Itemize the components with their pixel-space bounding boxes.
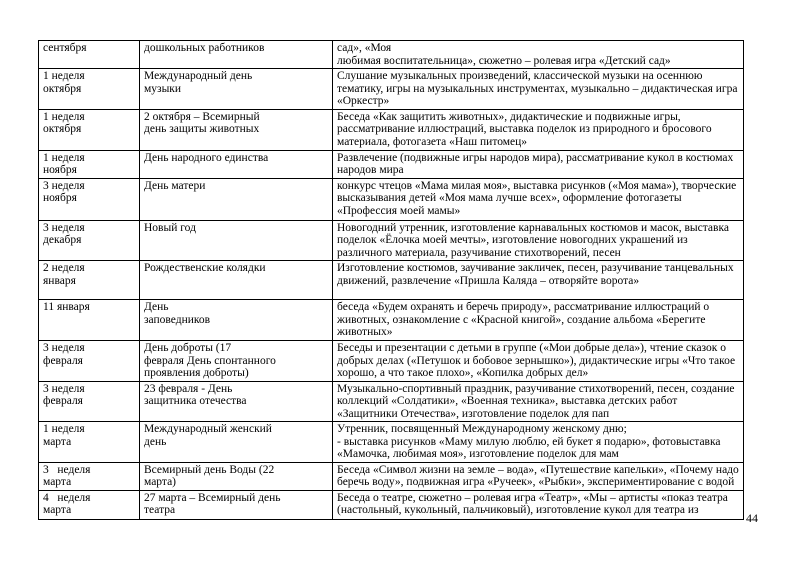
period-cell: 3 неделя декабря: [39, 220, 140, 261]
table-row: [39, 178, 744, 220]
table-row: [39, 150, 744, 178]
period-cell: 11 января: [39, 300, 140, 341]
activities-cell: Беседы и презентации с детьми в группе («Мои добрые дела»), чтение сказок о добрых делах («Петушок и бобовое зернышко»), дидактические игры «Что такое хорошо, а что такое плохо», «Копилка добрых дел»: [333, 341, 744, 382]
table-row: [39, 69, 744, 110]
activities-cell: Изготовление костюмов, заучивание закличек, песен, разучивание танцевальных движений, развлечение «Пришла Каляда – отворяйте ворота»: [333, 261, 744, 300]
table-row: [39, 109, 744, 150]
period-cell: 1 неделя октября: [39, 109, 140, 150]
table-row: [39, 490, 744, 519]
table-row: [39, 462, 744, 490]
activities-cell: Слушание музыкальных произведений, классической музыки на осеннюю тематику, игры на музыкальных инструментах, музыкально – дидактическая игра «Оркестр»: [333, 69, 744, 110]
activities-cell: Новогодний утренник, изготовление карнавальных костюмов и масок, выставка поделок «Ёлочка моей мечты», изготовление новогодних украшений из различного материала, разучивание стихотворений, песен: [333, 220, 744, 261]
event-cell: 27 марта – Всемирный день театра: [140, 490, 333, 519]
activities-cell: Беседа о театре, сюжетно – ролевая игра «Театр», «Мы – артисты «показ театра (настольный, кукольный, пальчиковый), изготовление кукол для театра из: [333, 490, 744, 519]
event-cell: Международный день музыки: [140, 69, 333, 110]
period-cell: 3 неделя ноября: [39, 178, 140, 220]
events-calendar-table: [38, 40, 744, 520]
activities-cell: Развлечение (подвижные игры народов мира), рассматривание кукол в костюмах народов мира: [333, 150, 744, 178]
event-cell: День матери: [140, 178, 333, 220]
activities-cell: Утренник, посвященный Международному женскому дню; - выставка рисунков «Маму милую люблю, ей букет я подарю», фотовыставка «Мамочка, любимая моя», изготовление поделок для мам: [333, 422, 744, 463]
event-cell: Рождественские колядки: [140, 261, 333, 300]
event-cell: 2 октября – Всемирный день защиты животных: [140, 109, 333, 150]
activities-cell: Беседа «Символ жизни на земле – вода», «Путешествие капельки», «Почему надо беречь воду», подвижная игра «Ручеек», «Рыбки», экспериментирование с водой: [333, 462, 744, 490]
activities-cell: Беседа «Как защитить животных», дидактические и подвижные игры, рассматривание иллюстраций, выставка поделок из природного и бросового материала, фотогазета «Наш питомец»: [333, 109, 744, 150]
activities-cell: сад», «Моя любимая воспитательница», сюжетно – ролевая игра «Детский сад»: [333, 41, 744, 69]
table-row: [39, 300, 744, 341]
table-row: [39, 341, 744, 382]
period-cell: 3 неделя марта: [39, 462, 140, 490]
period-cell: 1 неделя ноября: [39, 150, 140, 178]
period-cell: 1 неделя октября: [39, 69, 140, 110]
page-number: 44: [746, 511, 758, 525]
event-cell: 23 февраля - День защитника отечества: [140, 381, 333, 422]
event-cell: Международный женский день: [140, 422, 333, 463]
activities-cell: беседа «Будем охранять и беречь природу», рассматривание иллюстраций о животных, ознакомление с «Красной книгой», создание альбома «Берегите животных»: [333, 300, 744, 341]
activities-cell: конкурс чтецов «Мама милая моя», выставка рисунков («Моя мама»), творческие высказывания детей «Моя мама лучше всех», оформление фотогазеты «Профессия моей мамы»: [333, 178, 744, 220]
table-row: [39, 41, 744, 69]
period-cell: 3 неделя февраля: [39, 381, 140, 422]
period-cell: 4 неделя марта: [39, 490, 140, 519]
period-cell: сентября: [39, 41, 140, 69]
event-cell: Новый год: [140, 220, 333, 261]
period-cell: 1 неделя марта: [39, 422, 140, 463]
event-cell: День доброты (17 февраля День спонтанного проявления доброты): [140, 341, 333, 382]
activities-cell: Музыкально-спортивный праздник, разучивание стихотворений, песен, создание коллекций «Солдатики», «Военная техника», выставка детских работ «Защитники Отечества», изготовление поделок для пап: [333, 381, 744, 422]
table-row: [39, 381, 744, 422]
event-cell: Всемирный день Воды (22 марта): [140, 462, 333, 490]
table-row: [39, 261, 744, 300]
period-cell: 2 неделя января: [39, 261, 140, 300]
event-cell: День народного единства: [140, 150, 333, 178]
period-cell: 3 неделя февраля: [39, 341, 140, 382]
table-row: [39, 220, 744, 261]
table-row: [39, 422, 744, 463]
event-cell: дошкольных работников: [140, 41, 333, 69]
event-cell: День заповедников: [140, 300, 333, 341]
